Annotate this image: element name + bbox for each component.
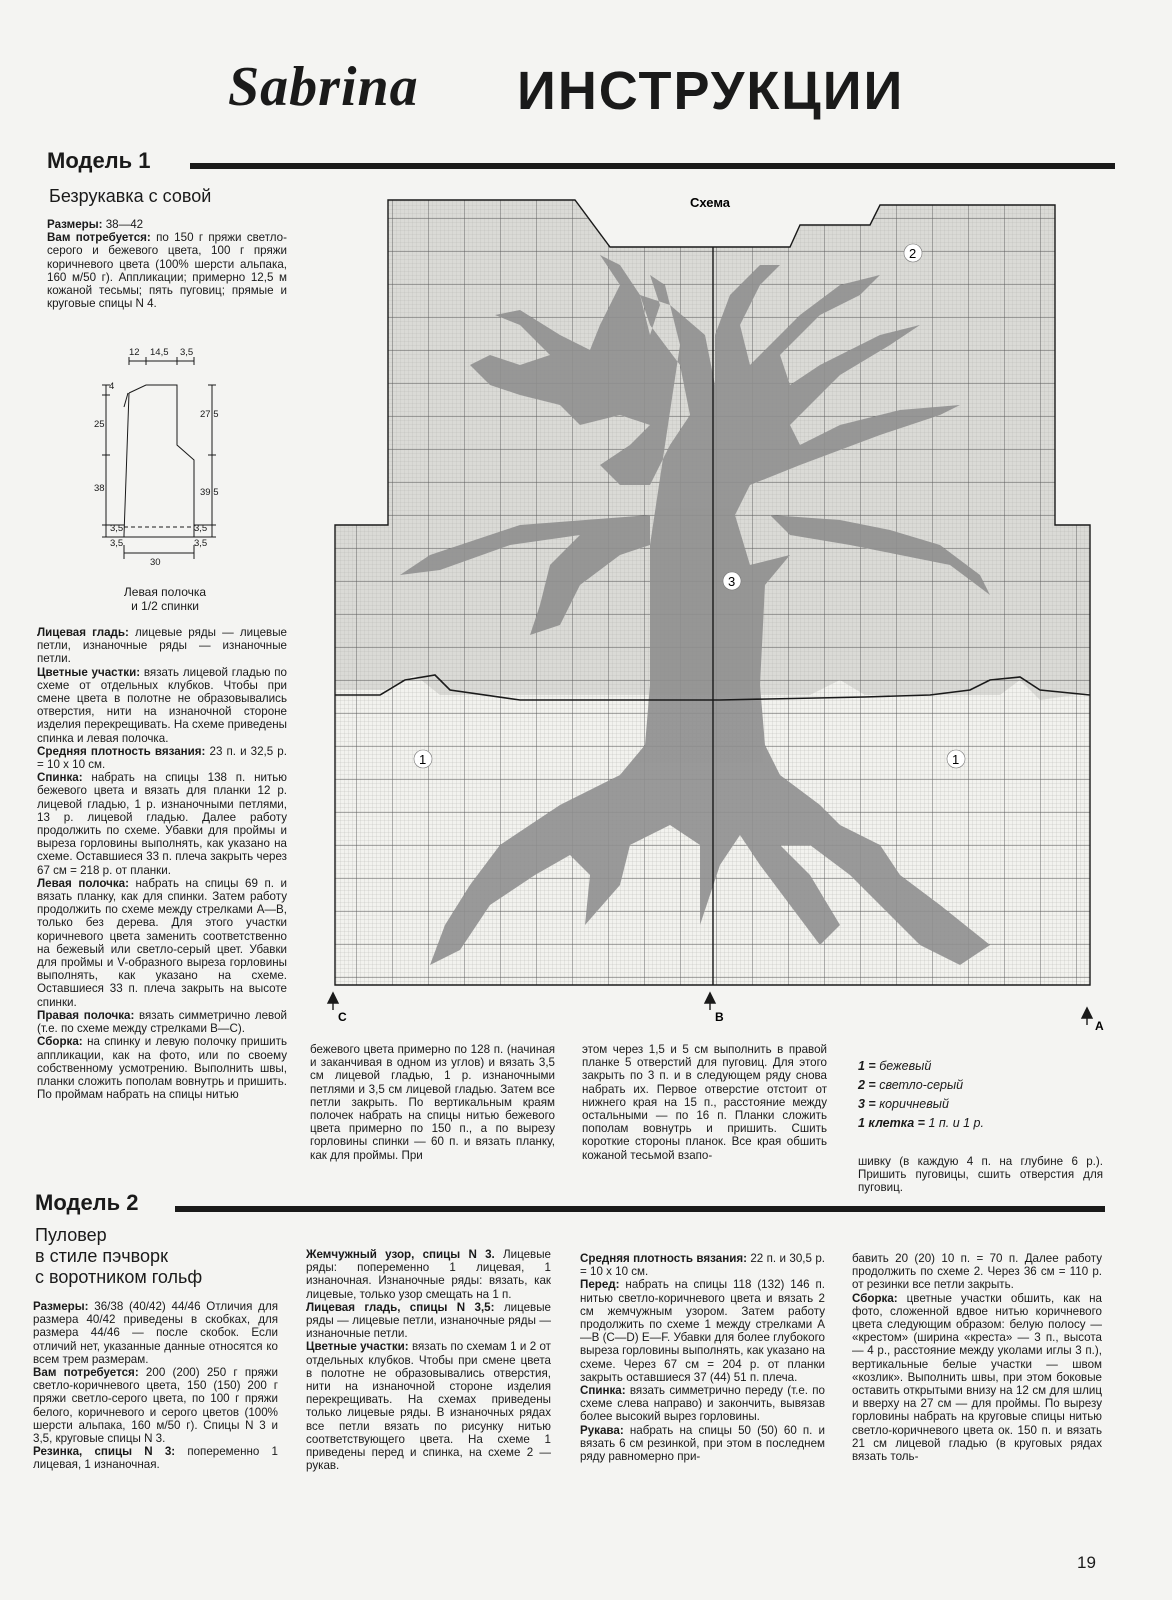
dim-top-2: 14,5	[150, 347, 169, 358]
dim-top-3: 3,5	[180, 347, 194, 358]
dim-right-1: 27,5	[200, 409, 219, 420]
model2-col1: Размеры: 36/38 (40/42) 44/46 Отличия для размера 40/42 приведены в скобках, для размера 44/46 — после скобок. Если отличий нет, указанные данные относятся ко всем трем размерам. Вам потребуется: 200 (200) 250 г пряжи светло-коричневого цвета, 150 (150) 200 г пряжи светло-серого цвета, по 100 г пряжи белого, коричневого и серого цветов (100% шерсти альпака, 160 м/50 г). Спицы N 3 и 3,5, круговые спицы N 3. Резинка, спицы N 3: попеременно 1 лицевая, 1 изнаночная.	[33, 1300, 278, 1472]
model1-rule	[190, 163, 1115, 169]
knitting-chart	[320, 185, 1110, 1035]
model2-col4: бавить 20 (20) 10 п. = 70 п. Далее работу продолжить по схеме 2. Через 36 см = 110 р. от резинки все петли закрыть. Сборка: цветные участки обшить, как на фото, сложенной вдвое нитью коричневого цвета следующим образом: белую полосу — «крестом» (ширина «креста» — 3 п., высота — 4 р., расстояние между уколами иглы 3 п.), вертикальные белые участки — швом «козлик». Выполнить швы, при этом боковые оставить открытыми внизу на 12 см для шлиц и вверху на 27 см — для проймы. По вырезу горловины набрать на круговые спицы нитью светло-коричневого цвета ок. 150 п. и вязать 21 см лицевой гладью (в круговых рядах вязать толь-	[852, 1252, 1102, 1464]
dim-left-4: 3,5	[110, 523, 124, 534]
page-title: ИНСТРУКЦИИ	[517, 61, 905, 121]
model2-rule	[175, 1206, 1105, 1212]
zone-label-1-left: 1	[419, 752, 427, 767]
legend-item: 1 = бежевый	[858, 1059, 932, 1073]
page-number: 19	[1077, 1553, 1096, 1572]
model1-col2: бежевого цвета примерно по 128 п. (начиная и заканчивая в одном из углов) и вязать 3,5 см лицевой гладью, 1 р. изнаночными петлями и 3,5 см лицевой гладью. Затем все петли закрыть. По вертикальным краям полочек набрать на спицы нитью бежевого цвета примерно по 150 п., а по вырезу горловины спинки — 60 п. и вязать планку, как для проймы. При	[310, 1043, 555, 1162]
model1-heading: Модель 1	[47, 148, 151, 173]
zone-label-3: 3	[728, 574, 736, 589]
dim-bottom: 30	[150, 557, 161, 568]
legend-item: 1 клетка = 1 п. и 1 р.	[858, 1116, 984, 1130]
garment-schematic	[84, 345, 234, 570]
model2-subtitle: Пуловер в стиле пэчворк с воротником гольф	[35, 1225, 203, 1287]
arrow-label-b: B	[715, 1010, 724, 1024]
model2-col2: Жемчужный узор, спицы N 3. Лицевые ряды: попеременно 1 лицевая, 1 изнаночная. Изнаночные ряды: вязать, как лицевые, только узор смещать на 1 п. Лицевая гладь, спицы N 3,5: лицевые ряды — лицевые петли, изнаночные ряды — изнаночные петли. Цветные участки: вязать по схемам 1 и 2 от отдельных клубков. Чтобы при смене цвета в полотне не образовывались отверстия, нити на изнаночной стороне изделия перекрещивать. На схемах приведены только лицевые ряды. В изнаночных рядах все петли вязать по рисунку нитью соответствующего цвета. На схеме 1 приведены перед и спинка, на схеме 2 — рукав.	[306, 1248, 551, 1473]
model1-col1: Лицевая гладь: лицевые ряды — лицевые петли, изнаночные ряды — изнаночные петли. Цветные участки: вязать лицевой гладью по схеме от отдельных клубков. Чтобы при смене цвета в полотне не образовывались отверстия, нити на изнаночной стороне изделия перекрещивать. На схеме приведены спинка и левая полочка. Средняя плотность вязания: 23 п. и 32,5 р. = 10 х 10 см. Спинка: набрать на спицы 138 п. нитью бежевого цвета и вязать для планки 12 р. лицевой гладью, 1 р. изнаночными петлями, 13 р. лицевой гладью. Далее работу продолжить по схеме. Убавки для проймы и выреза горловины выполнять, как указано на схеме. Оставшиеся 33 п. плеча закрыть через 67 см = 218 р. от планки. Левая полочка: набрать на спицы 69 п. и вязать планку, как для спинки. Затем работу продолжить по схеме между стрелками А—В, только без дерева. Для этого участки коричневого цвета заменить соответственно на бежевый или светло-серый цвет. Убавки для проймы и V-образного выреза горловины выполнять, как указано на схеме. Оставшиеся 33 п. плеча закрыть на высоте спинки. Правая полочка: вязать симметрично левой (т.е. по схеме между стрелками В—С). Сборка: на спинку и левую полочку пришить аппликации, как на фото, или по своему собственному усмотрению. Выполнить швы, планки сложить пополам вовнутрь и пришить. По проймам набрать на спицы нитью	[37, 626, 288, 1102]
dim-right-2: 39,5	[200, 487, 219, 498]
dim-left-1: 4	[109, 381, 115, 392]
model1-materials: Размеры: 38—42 Вам потребуется: по 150 г пряжи светло-серого и бежевого цвета, 100 г пряжи коричневого цвета (100% шерсти альпака, 160 м/50 г). Аппликации; примерно 12,5 м кожаной тесьмы; пять пуговиц; прямые и круговые спицы N 4.	[47, 218, 287, 311]
model1-col4: шивку (в каждую 4 п. на глубине 6 р.). Пришить пуговицы, сшить отверстия для пуговиц.	[858, 1155, 1103, 1195]
dim-left-5: 3,5	[110, 538, 124, 549]
legend-item: 3 = коричневый	[858, 1097, 949, 1111]
dim-left-2: 25	[94, 419, 105, 430]
chart-title: Схема	[690, 195, 731, 210]
dim-right-3: 3,5	[194, 523, 208, 534]
dim-right-4: 3,5	[194, 538, 208, 549]
model1-col3: этом через 1,5 и 5 см выполнить в правой планке 5 отверстий для пуговиц. Для этого закрыть по 3 п. и в следующем ряду снова набрать их. Первое отверстие отстоит от нижнего края на 15 п., расстояние между остальными — по 16 п. Планки сложить пополам вовнутрь и пришить. Сшить короткие стороны планок. Все края обшить кожаной тесьмой взапо-	[582, 1043, 827, 1162]
zone-label-1-right: 1	[952, 752, 960, 767]
dim-left-3: 38	[94, 483, 105, 494]
model1-subtitle: Безрукавка с совой	[49, 186, 212, 206]
zone-label-2: 2	[909, 246, 917, 261]
model2-heading: Модель 2	[35, 1190, 139, 1215]
legend-item: 2 = светло-серый	[858, 1078, 964, 1092]
schematic-caption: Левая полочка и 1/2 спинки	[123, 585, 207, 613]
color-legend	[858, 1057, 1098, 1133]
dim-top-1: 12	[129, 347, 140, 358]
magazine-brand: Sabrina	[228, 56, 419, 118]
model2-col3: Средняя плотность вязания: 22 п. и 30,5 р. = 10 х 10 см. Перед: набрать на спицы 118 (132) 146 п. нитью светло-коричневого цвета и вязать 2 см жемчужным узором. Затем работу продолжить по схеме 1 между стрелками А—В (С—D) Е—F. Убавки для более глубокого выреза горловины выполнять, как указано на схеме. Через 67 см = 204 р. от планки закрыть оставшиеся 37 (44) 51 п. плеча. Спинка: вязать симметрично переду (т.е. по схеме слева направо) и закончить, вывязав более высокий вырез горловины. Рукава: набрать на спицы 50 (50) 60 п. и вязать 6 см резинкой, при этом в последнем ряду равномерно при-	[580, 1252, 825, 1464]
arrow-label-c: C	[338, 1010, 347, 1024]
arrow-label-a: A	[1095, 1019, 1104, 1033]
